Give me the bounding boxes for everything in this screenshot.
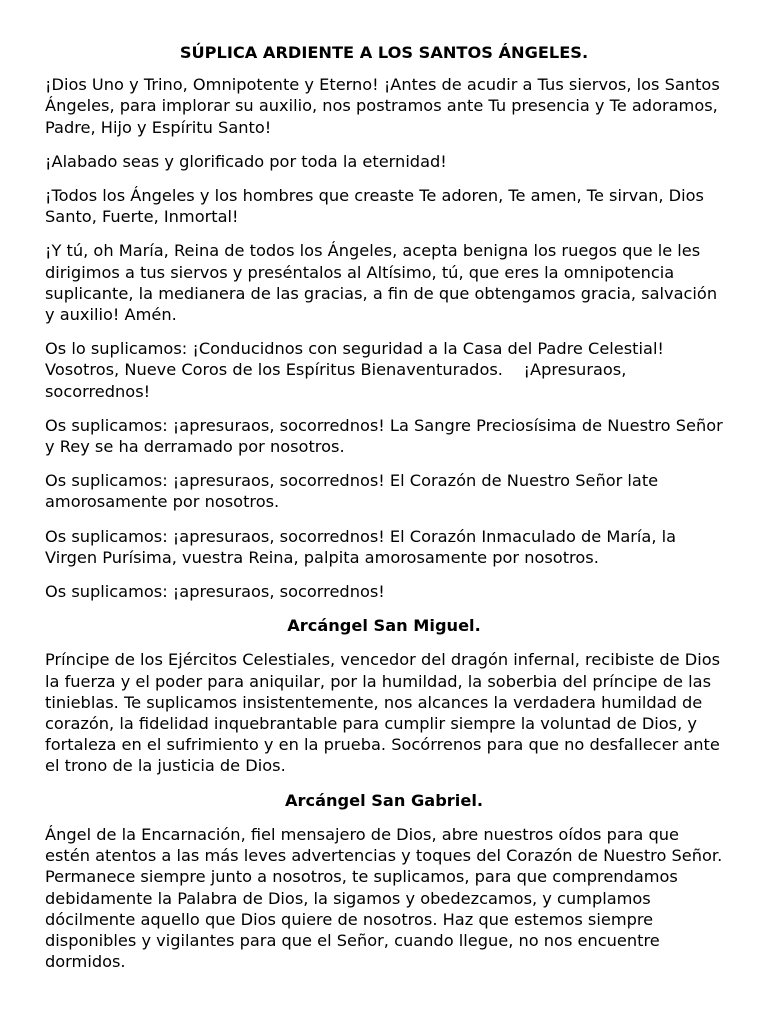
paragraph-supplication-2: Os suplicamos: ¡apresuraos, socorrednos! La Sangre Preciosísima de Nuestro Señor y Rey se ha derramado por nosotros. — [45, 415, 723, 457]
paragraph-praise: ¡Alabado seas y glorificado por toda la eternidad! — [45, 151, 447, 171]
document-page — [45, 42, 723, 985]
paragraph-san-miguel: Príncipe de los Ejércitos Celestiales, vencedor del dragón infernal, recibiste de Dios la fuerza y el poder para aniquilar, por la humildad, la soberbia del príncipe de las tinieblas. Te suplicamos insistentemente, nos alcances la verdadera humildad de corazón, la fidelidad inquebrantable para cumplir siempre la voluntad de Dios, y fortaleza en el sufrimiento y en la prueba. Socórrenos para que no desfallecer ante el trono de la justicia de Dios. — [45, 650, 721, 776]
paragraph-supplication-3: Os suplicamos: ¡apresuraos, socorrednos! El Corazón de Nuestro Señor late amorosamente por nosotros. — [45, 471, 659, 512]
document-title: SÚPLICA ARDIENTE A LOS SANTOS ÁNGELES. — [179, 43, 589, 62]
paragraph-supplication-4: Os suplicamos: ¡apresuraos, socorrednos! El Corazón Inmaculado de María, la Virgen Purísima, vuestra Reina, palpita amorosamente por nosotros. — [45, 526, 677, 567]
paragraph-supplication-5: Os suplicamos: ¡apresuraos, socorrednos! — [45, 582, 385, 602]
paragraph-supplication-1: Os lo suplicamos: ¡Conducidnos con seguridad a la Casa del Padre Celestial! Vosotros, Nueve Coros de los Espíritus Bienaventurados. ¡Apresuraos, socorrednos! — [45, 339, 670, 401]
heading-san-miguel: Arcángel San Miguel. — [287, 616, 481, 636]
heading-san-gabriel: Arcángel San Gabriel. — [284, 790, 484, 810]
paragraph-invocation: ¡Dios Uno y Trino, Omnipotente y Eterno! ¡Antes de acudir a Tus siervos, los Santos Ángeles, para implorar su auxilio, nos postramos ante Tu presencia y Te adoramos, Padre, Hijo y Espíritu Santo! — [45, 75, 720, 137]
paragraph-adoration: ¡Todos los Ángeles y los hombres que creaste Te adoren, Te amen, Te sirvan, Dios Santo, Fuerte, Inmortal! — [45, 186, 704, 227]
paragraph-san-gabriel: Ángel de la Encarnación, fiel mensajero de Dios, abre nuestros oídos para que estén atentos a las más leves advertencias y toques del Corazón de Nuestro Señor. Permanece siempre junto a nosotros, te suplicamos, para que comprendamos debidamente la Palabra de Dios, la sigamos y obedezcamos, y cumplamos dócilmente aquello que Dios quiere de nosotros. Haz que estemos siempre disponibles y vigilantes para que el Señor, cuando llegue, no nos encuentre dormidos. — [45, 824, 723, 972]
paragraph-maria: ¡Y tú, oh María, Reina de todos los Ángeles, acepta benigna los ruegos que le les dirigimos a tus siervos y preséntalos al Altísimo, tú, que eres la omnipotencia suplicante, la medianera de las gracias, a fin de que obtengamos gracia, salvación y auxilio! Amén. — [45, 241, 718, 325]
